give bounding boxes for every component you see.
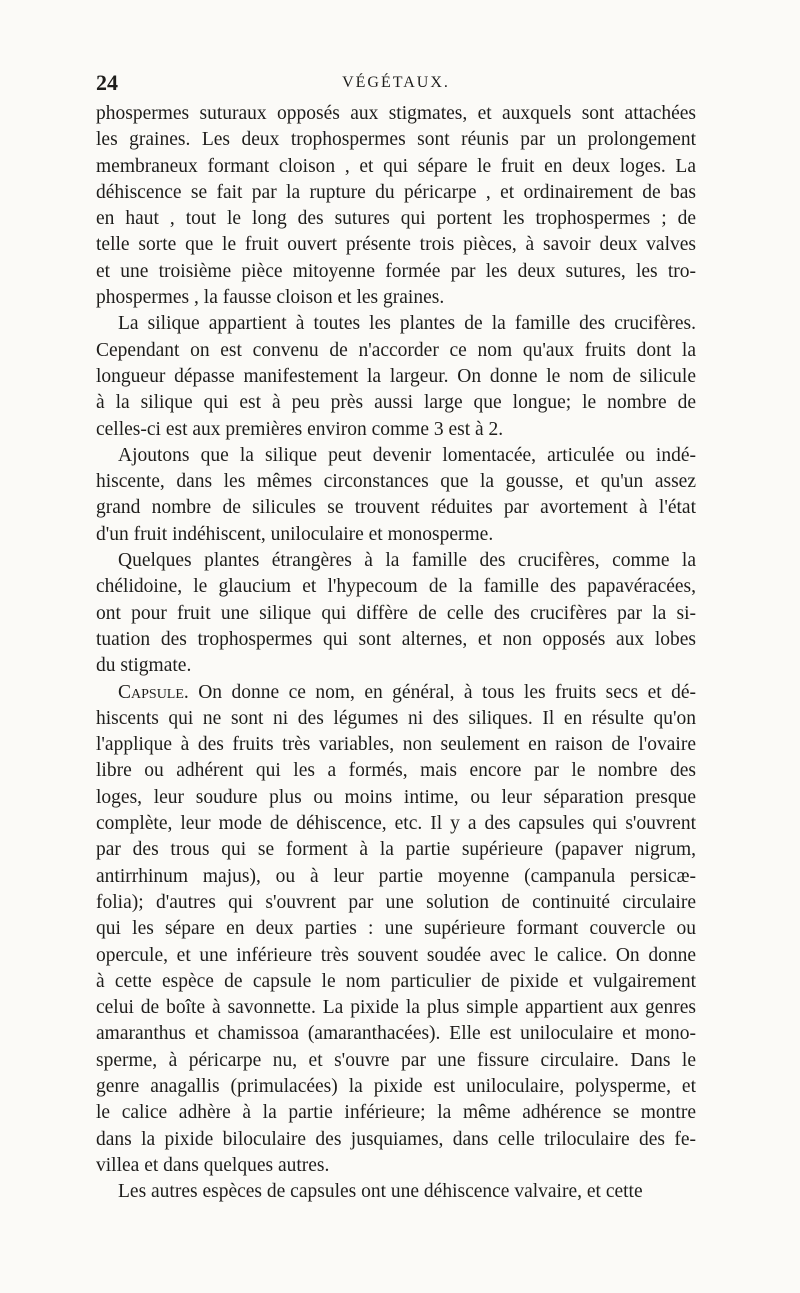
line-text: hiscents qui ne sont ni des légumes ni des siliques. Il en résulte qu'on bbox=[96, 707, 696, 729]
running-head: VÉGÉTAUX. bbox=[342, 74, 450, 91]
line-text: d'un fruit indéhiscent, uniloculaire et monosperme. bbox=[96, 523, 494, 545]
line-text: membraneux formant cloison , et qui sépare le fruit en deux loges. La bbox=[96, 155, 696, 177]
line-text: libre ou adhérent qui les a formés, mais encore par le nombre des bbox=[96, 760, 696, 782]
line-text: l'applique à des fruits très variables, non seulement en raison de l'ovaire bbox=[96, 734, 696, 756]
paragraph bbox=[96, 548, 696, 679]
text-line bbox=[96, 680, 696, 706]
text-line bbox=[96, 943, 696, 969]
text-line bbox=[96, 127, 696, 153]
text-line bbox=[96, 469, 696, 495]
text-line bbox=[96, 890, 696, 916]
text-line bbox=[96, 1074, 696, 1100]
text-line bbox=[96, 522, 696, 548]
line-text: qui les sépare en deux parties : une supérieure formant couvercle ou bbox=[96, 918, 696, 940]
text-line bbox=[96, 259, 696, 285]
line-text: longueur dépasse manifestement la largeur. On donne le nom de silicule bbox=[96, 365, 696, 387]
line-text: telle sorte que le fruit ouvert présente trois pièces, à savoir deux valves bbox=[96, 234, 696, 256]
line-text: chélidoine, le glaucium et l'hypecoum de la famille des papavéracées, bbox=[96, 576, 696, 598]
text-line bbox=[96, 417, 696, 443]
line-text: opercule, et une inférieure très souvent soudée avec le calice. On donne bbox=[96, 944, 696, 966]
text-line bbox=[96, 101, 696, 127]
text-line bbox=[96, 1127, 696, 1153]
page-number: 24 bbox=[96, 70, 118, 95]
line-text: La silique appartient à toutes les plantes de la famille des crucifères. bbox=[118, 313, 696, 335]
line-text: hiscente, dans les mêmes circonstances que la gousse, et qu'un assez bbox=[96, 471, 696, 493]
paragraph bbox=[96, 680, 696, 1180]
term-heading: Capsule. bbox=[118, 681, 189, 703]
text-line bbox=[96, 574, 696, 600]
text-line bbox=[96, 495, 696, 521]
text-line bbox=[96, 969, 696, 995]
line-text: antirrhinum majus), ou à leur partie moyenne (campanula persicæ- bbox=[96, 865, 696, 887]
line-text: dans la pixide biloculaire des jusquiames, dans celle triloculaire des fe- bbox=[96, 1128, 696, 1150]
line-text: tuation des trophospermes qui sont alternes, et non opposés aux lobes bbox=[96, 628, 696, 650]
text-line bbox=[96, 338, 696, 364]
text-line bbox=[96, 837, 696, 863]
line-text: genre anagallis (primulacées) la pixide est uniloculaire, polysperme, et bbox=[96, 1075, 696, 1097]
line-text: folia); d'autres qui s'ouvrent par une solution de continuité circulaire bbox=[96, 891, 696, 913]
text-line bbox=[96, 1021, 696, 1047]
text-line bbox=[96, 601, 696, 627]
line-text: Quelques plantes étrangères à la famille des crucifères, comme la bbox=[118, 550, 696, 572]
line-text: les graines. Les deux trophospermes sont réunis par un prolongement bbox=[96, 129, 696, 151]
line-text: villea et dans quelques autres. bbox=[96, 1154, 330, 1176]
page-body bbox=[96, 101, 696, 1205]
line-text: grand nombre de silicules se trouvent réduites par avortement à l'état bbox=[96, 497, 696, 519]
text-line bbox=[96, 154, 696, 180]
text-line bbox=[96, 1048, 696, 1074]
line-text: phospermes suturaux opposés aux stigmates, et auxquels sont attachées bbox=[96, 103, 696, 124]
line-text: du stigmate. bbox=[96, 655, 192, 677]
text-line bbox=[96, 995, 696, 1021]
page-header bbox=[96, 70, 696, 100]
text-line bbox=[96, 443, 696, 469]
text-line bbox=[96, 1100, 696, 1126]
line-text: Ajoutons que la silique peut devenir lomentacée, articulée ou indé- bbox=[118, 444, 696, 466]
line-text: et une troisième pièce mitoyenne formée par les deux sutures, les tro- bbox=[96, 260, 696, 282]
text-line bbox=[96, 232, 696, 258]
line-text: ont pour fruit une silique qui diffère de celle des crucifères par la si- bbox=[96, 602, 696, 624]
line-text: celles-ci est aux premières environ comme 3 est à 2. bbox=[96, 418, 504, 440]
text-line bbox=[96, 180, 696, 206]
line-text: Cependant on est convenu de n'accorder ce nom qu'aux fruits dont la bbox=[96, 339, 696, 361]
line-text: le calice adhère à la partie inférieure; la même adhérence se montre bbox=[96, 1102, 696, 1124]
text-line bbox=[96, 1179, 696, 1205]
text-line bbox=[96, 390, 696, 416]
line-text: déhiscence se fait par la rupture du péricarpe , et ordinairement de bas bbox=[96, 181, 696, 203]
line-text: sperme, à péricarpe nu, et s'ouvre par une fissure circulaire. Dans le bbox=[96, 1049, 696, 1071]
text-line bbox=[96, 1153, 696, 1179]
text-line bbox=[96, 811, 696, 837]
text-line bbox=[96, 548, 696, 574]
text-line bbox=[96, 732, 696, 758]
text-line bbox=[96, 916, 696, 942]
text-line bbox=[96, 285, 696, 311]
text-line bbox=[96, 206, 696, 232]
line-text: à la silique qui est à peu près aussi large que longue; le nombre de bbox=[96, 392, 696, 414]
text-line bbox=[96, 758, 696, 784]
line-text: Les autres espèces de capsules ont une déhiscence valvaire, et cette bbox=[118, 1181, 643, 1203]
text-line bbox=[96, 706, 696, 732]
text-line bbox=[96, 864, 696, 890]
text-line bbox=[96, 311, 696, 337]
text-line bbox=[96, 364, 696, 390]
line-text: loges, leur soudure plus ou moins intime, ou leur séparation presque bbox=[96, 786, 696, 808]
text-line bbox=[96, 653, 696, 679]
line-text: celui de boîte à savonnette. La pixide la plus simple appartient aux genres bbox=[96, 997, 696, 1019]
line-text: On donne ce nom, en général, à tous les fruits secs et dé- bbox=[188, 681, 696, 703]
line-text: complète, leur mode de déhiscence, etc. Il y a des capsules qui s'ouvrent bbox=[96, 813, 696, 835]
line-text: phospermes , la fausse cloison et les graines. bbox=[96, 287, 445, 309]
line-text: à cette espèce de capsule le nom particulier de pixide et vulgairement bbox=[96, 970, 696, 992]
line-text: en haut , tout le long des sutures qui portent les trophospermes ; de bbox=[96, 208, 696, 230]
line-text: par des trous qui se forment à la partie supérieure (papaver nigrum, bbox=[96, 839, 696, 861]
paragraph bbox=[96, 311, 696, 442]
paragraph bbox=[96, 101, 696, 311]
line-text: amaranthus et chamissoa (amaranthacées). Elle est uniloculaire et mono- bbox=[96, 1023, 696, 1045]
paragraph bbox=[96, 1179, 696, 1205]
paragraph bbox=[96, 443, 696, 548]
text-line bbox=[96, 627, 696, 653]
text-line bbox=[96, 785, 696, 811]
